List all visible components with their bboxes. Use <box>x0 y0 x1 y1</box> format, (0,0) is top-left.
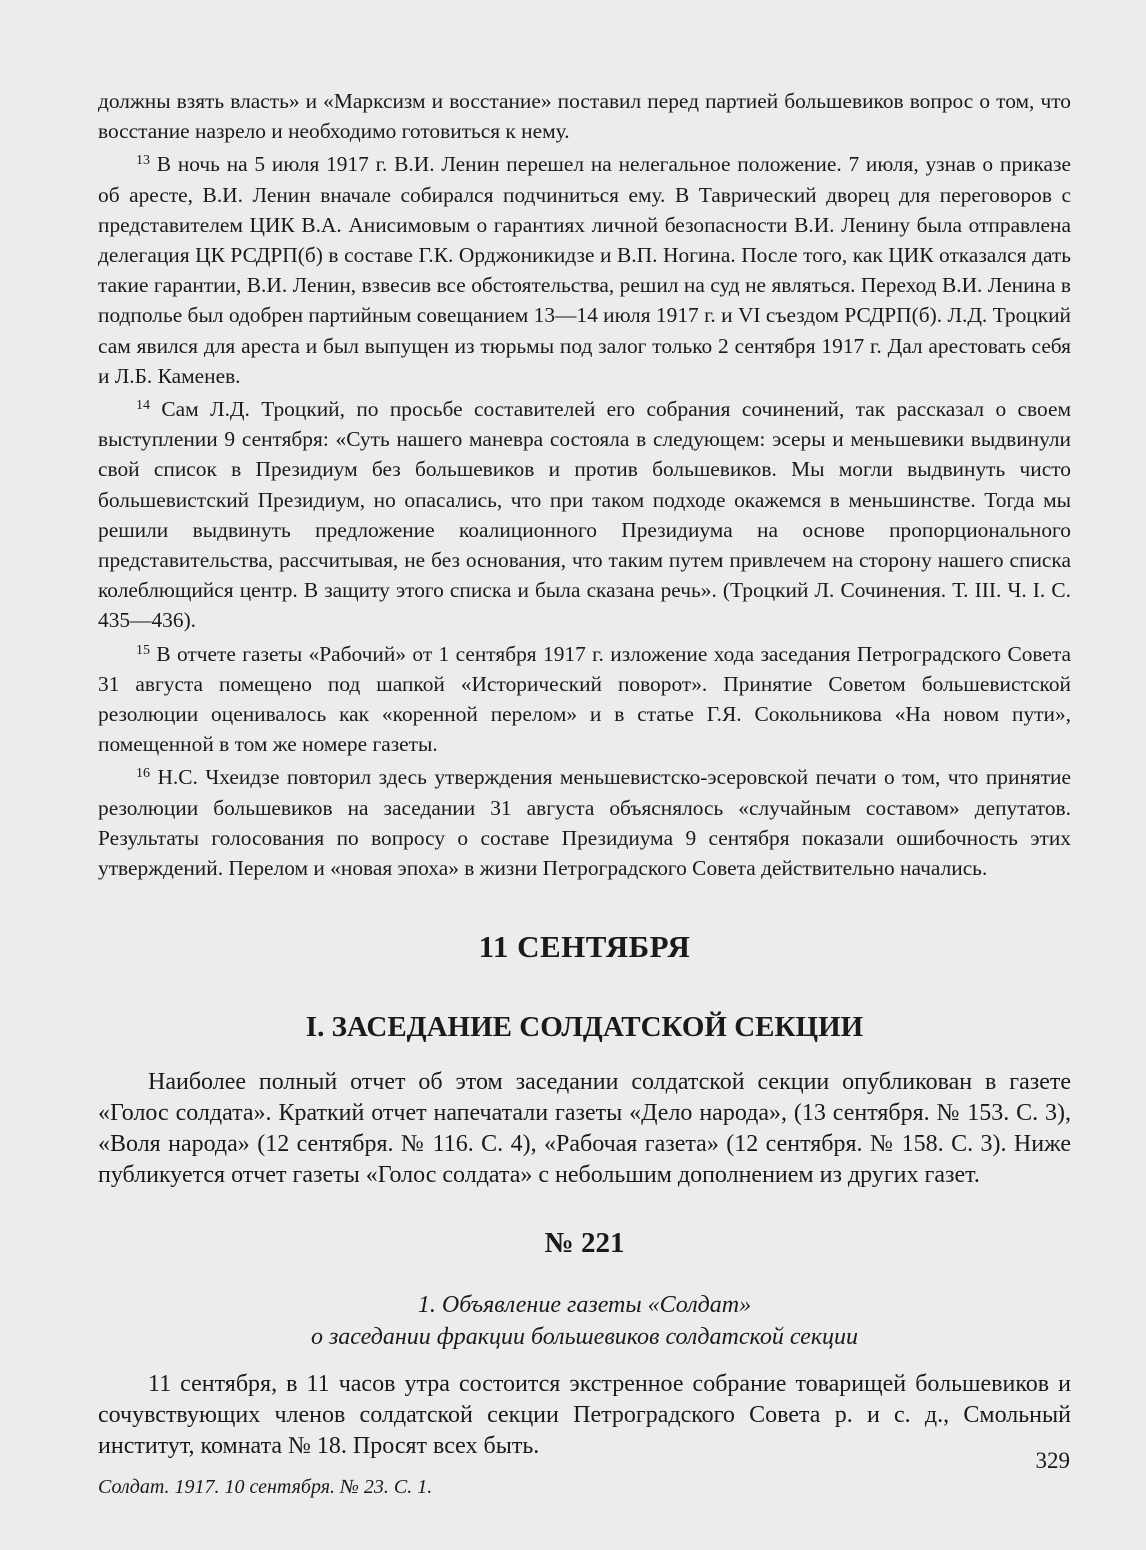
footnote-14 <box>98 394 1071 636</box>
footnote-13 <box>98 149 1071 391</box>
footnote-14-text: Сам Л.Д. Троцкий, по просьбе составителей его собрания сочинений, так рассказал о своем выступлении 9 сентября: «Суть нашего маневра состояла в следующем: эсеры и меньшевики выдвинули свой список в Президиум без большевиков и против большевиков. Мы могли выдвинуть чисто большевистский Президиум, но опасались, что при таком подходе окажемся в меньшинстве. Тогда мы решили выдвинуть предложение коалиционного Президиума на основе пропорционального представительства, рассчитывая, не без основания, что таким путем привлечем на сторону нашего списка колеблющийся центр. В защиту этого списка и была сказана речь». (Троцкий Л. Сочинения. Т. III. Ч. I. С. 435—436). <box>98 397 1071 633</box>
footnote-15 <box>98 639 1071 760</box>
page-number: 329 <box>1035 1448 1070 1473</box>
footnote-15-number: 15 <box>136 642 150 658</box>
footnote-13-text: В ночь на 5 июля 1917 г. В.И. Ленин перешел на нелегальное положение. 7 июля, узнав о приказе об аресте, В.И. Ленин вначале собирался подчиниться ему. В Таврический дворец для переговоров с представителем ЦИК В.А. Анисимовым о гарантиях личной безопасности В.И. Ленину была отправлена делегация ЦК РСДРП(б) в составе Г.К. Орджоникидзе и В.П. Ногина. После того, как ЦИК отказался дать такие гарантии, В.И. Ленин, взвесив все обстоятельства, решил на суд не являться. Переход В.И. Ленина в подполье был одобрен партийным совещанием 13—14 июля 1917 г. и VI съездом РСДРП(б). Л.Д. Троцкий сам явился для ареста и был выпущен из тюрьмы под залог только 2 сентября 1917 г. Дал арестовать себя и Л.Б. Каменев. <box>98 152 1071 388</box>
footnote-16-number: 16 <box>136 766 150 782</box>
document-number: № 221 <box>544 1227 625 1260</box>
footnote-13-number: 13 <box>136 153 150 169</box>
document-source: Солдат. 1917. 10 сентября. № 23. С. 1. <box>98 1476 433 1499</box>
footnote-continuation: должны взять власть» и «Марксизм и восстание» поставил перед партией большевиков вопрос о том, что восстание назрело и необходимо готовиться к нему. <box>98 89 1071 144</box>
footnote-14-number: 14 <box>136 398 150 414</box>
footnote-16-text: Н.С. Чхеидзе повторил здесь утверждения меньшевистско-эсеровской печати о том, что принятие резолюции большевиков на заседании 31 августа объяснялось «случайным составом» депутатов. Результаты голосования по вопросу о составе Президиума 9 сентября показали ошибочность этих утверждений. Перелом и «новая эпоха» в жизни Петроградского Совета действительно начались. <box>98 765 1071 881</box>
intro-paragraph: Наиболее полный отчет об этом заседании солдатской секции опубликован в газете «Голос солдата». Краткий отчет напечатали газеты «Дело народа», (13 сентября. № 153. С. 3), «Воля народа» (12 сентября. № 116. С. 4), «Рабочая газета» (12 сентября. № 158. С. 3). Ниже публикуется отчет газеты «Голос солдата» с небольшим дополнением из других газет. <box>98 1069 1071 1189</box>
document-title-line-1: 1. Объявление газеты «Солдат» <box>417 1292 752 1319</box>
section-heading: I. ЗАСЕДАНИЕ СОЛДАТСКОЙ СЕКЦИИ <box>305 1011 864 1044</box>
date-heading: 11 СЕНТЯБРЯ <box>478 929 691 965</box>
document-title-line-2: о заседании фракции большевиков солдатской секции <box>310 1324 859 1351</box>
text-column <box>98 86 1071 1499</box>
footnote-16 <box>98 762 1071 883</box>
document-title <box>98 1289 1071 1353</box>
document-body: 11 сентября, в 11 часов утра состоится экстренное собрание товарищей большевиков и сочувствующих членов солдатской секции Петроградского Совета р. и с. д., Смольный институт, комната № 18. Просят всех быть. <box>98 1371 1071 1460</box>
footnote-15-text: В отчете газеты «Рабочий» от 1 сентября 1917 г. изложение хода заседания Петроградского Совета 31 августа помещено под шапкой «Исторический поворот». Принятие Советом большевистской резолюции оценивалось как «коренной перелом» и в статье Г.Я. Сокольникова «На новом пути», помещенной в том же номере газеты. <box>98 641 1071 757</box>
